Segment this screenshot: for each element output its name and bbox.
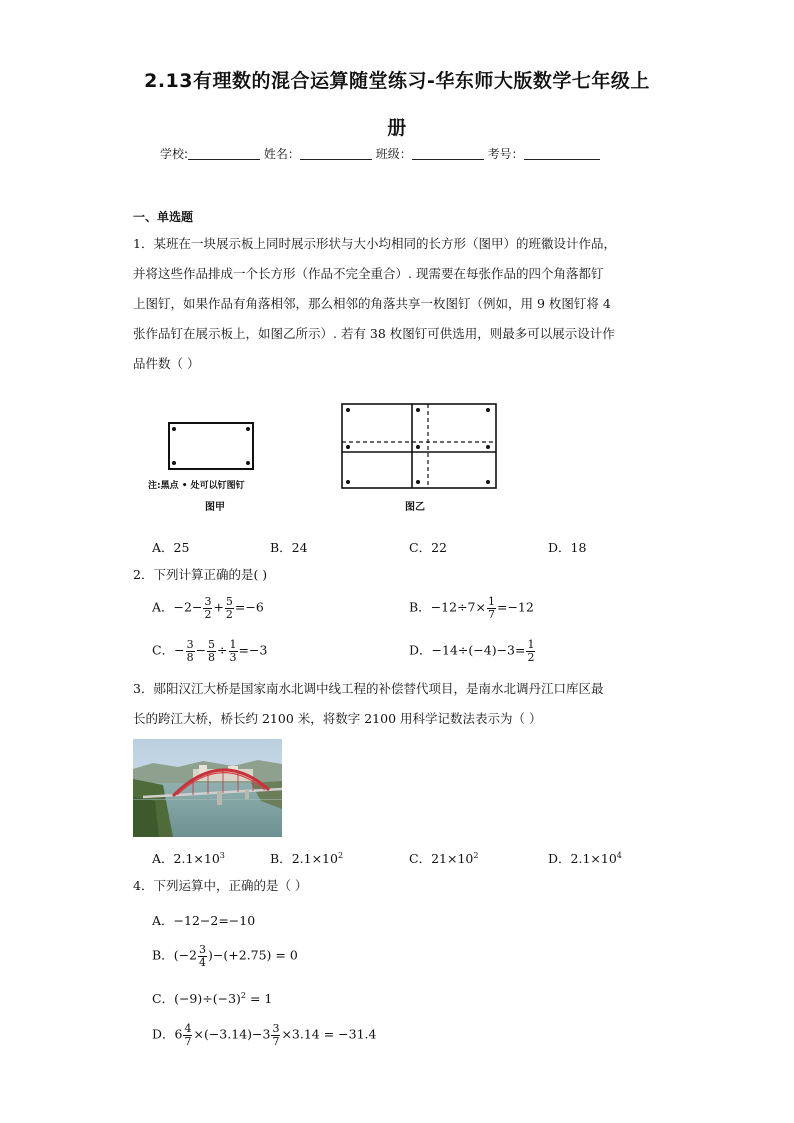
q1-line-4: 张作品钉在展示板上，如图乙所示）. 若有 38 枚图钉可供选用，则最多可以展示设计作	[133, 326, 615, 341]
fraction: $\frac{1}{3}$	[229, 638, 237, 664]
expr-part: )−(+2.75) = 0	[208, 947, 298, 963]
expr-part: =−12	[496, 599, 534, 615]
number-blank[interactable]	[524, 147, 600, 160]
expr-part: −14÷(−4)−3=	[431, 642, 526, 658]
number-label: 考号：	[487, 147, 524, 161]
expr-part: 2.1×10	[570, 851, 617, 866]
option-label: A．	[152, 599, 174, 615]
expr-part: ×(−3.14)−3	[193, 1026, 271, 1042]
q3-line-1: 3．郧阳汉江大桥是国家南水北调中线工程的补偿替代项目，是南水北调丹江口库区最	[133, 681, 604, 696]
expr-part: 2.1×10	[291, 851, 338, 866]
fraction: $\frac{3}{7}$	[272, 1022, 280, 1048]
fraction: $\frac{5}{8}$	[208, 638, 216, 664]
q1-option-d[interactable]: D．18	[548, 540, 587, 555]
school-blank[interactable]	[188, 147, 260, 160]
expr-part: −2−	[173, 599, 203, 615]
expr-part: −	[174, 642, 185, 658]
student-info	[160, 145, 600, 162]
q1-line-3: 上图钉，如果作品有角落相邻，那么相邻的角落共享一枚图钉（例如，用 9 枚图钉将 4	[133, 296, 611, 311]
expr-part: −12−2=−10	[173, 913, 256, 928]
q2-option-c[interactable]	[152, 639, 267, 663]
expr-part: (−9)÷(−3)	[174, 991, 241, 1006]
fraction: $\frac{4}{7}$	[184, 1022, 192, 1048]
q3-line-2: 长的跨江大桥，桥长约 2100 米，将数字 2100 用科学记数法表示为（ ）	[133, 711, 542, 726]
exponent: 2	[473, 851, 479, 860]
option-label: A．	[152, 913, 174, 928]
q4-option-c[interactable]	[152, 989, 272, 1007]
exponent: 4	[616, 851, 622, 860]
option-label: D．	[548, 851, 571, 866]
expr-part: 21×10	[431, 851, 474, 866]
page-title-continued: 册	[387, 117, 407, 139]
q3-option-b[interactable]	[270, 849, 343, 867]
fraction: $\frac{3}{8}$	[186, 638, 194, 664]
expr-part: −12÷7×	[430, 599, 486, 615]
fraction: $\frac{1}{2}$	[527, 638, 535, 664]
exponent: 2	[240, 991, 247, 1000]
expr-part: −	[195, 642, 207, 658]
expr-part: =−3	[238, 642, 268, 658]
fraction: $\frac{3}{4}$	[199, 943, 206, 969]
class-label: 班级：	[375, 147, 412, 161]
bridge-photo	[133, 739, 282, 837]
q3-option-d[interactable]	[548, 849, 622, 867]
figure-b	[336, 398, 506, 501]
q1-line-2: 并将这些作品排成一个长方形（作品不完全重合）. 现需要在每张作品的四个角落都钉	[133, 266, 604, 281]
fraction: $\frac{5}{2}$	[225, 595, 233, 621]
expr-part: +	[213, 599, 224, 615]
figure-a-note: 注:黑点 • 处可以钉图钉	[148, 481, 245, 491]
q1-line-1: 1．某班在一块展示板上同时展示形状与大小均相同的长方形（图甲）的班徽设计作品，	[133, 236, 616, 251]
class-blank[interactable]	[412, 147, 484, 160]
figure-a-label: 图甲	[205, 502, 225, 513]
name-label: 姓名：	[263, 147, 300, 161]
option-label: D．	[409, 642, 432, 658]
q2-stem: 2．下列计算正确的是( )	[133, 567, 268, 582]
option-label: B．	[409, 599, 431, 615]
school-label: 学校:	[160, 147, 189, 161]
expr-part: 2.1×10	[173, 851, 220, 866]
option-label: D．	[152, 1026, 175, 1042]
option-label: B．	[270, 851, 292, 866]
q1-option-c[interactable]: C．22	[409, 540, 447, 555]
q1-option-a[interactable]: A．25	[152, 540, 190, 555]
q1-line-5: 品件数（ ）	[133, 356, 200, 371]
expr-part: 6	[174, 1026, 183, 1042]
fraction: $\frac{3}{2}$	[204, 595, 212, 621]
fraction: $\frac{1}{7}$	[487, 595, 495, 621]
expr-part: ×3.14 = −31.4	[281, 1026, 377, 1042]
option-label: A．	[152, 851, 174, 866]
q2-option-b[interactable]	[409, 596, 534, 620]
expr-part: =−6	[234, 599, 264, 615]
option-label: C．	[409, 851, 432, 866]
q4-stem: 4．下列运算中，正确的是（ ）	[133, 878, 308, 893]
q4-option-b[interactable]	[152, 944, 298, 968]
page-title: 2.13有理数的混合运算随堂练习-华东师大版数学七年级上	[144, 70, 650, 92]
exponent: 3	[219, 851, 225, 860]
name-blank[interactable]	[300, 147, 372, 160]
section-heading: 一、单选题	[133, 210, 194, 224]
q4-option-d[interactable]	[152, 1023, 377, 1047]
q2-option-d[interactable]	[409, 639, 536, 663]
q4-option-a[interactable]	[152, 911, 255, 929]
option-label: C．	[152, 991, 175, 1006]
q2-option-a[interactable]	[152, 596, 264, 620]
expr-part: = 1	[246, 991, 273, 1006]
q3-option-a[interactable]	[152, 849, 225, 867]
q1-option-b[interactable]: B．24	[270, 540, 308, 555]
expr-part: ÷	[217, 642, 228, 658]
exponent: 2	[337, 851, 344, 860]
q3-option-c[interactable]	[409, 849, 478, 867]
option-label: B．	[152, 947, 174, 963]
option-label: C．	[152, 642, 175, 658]
expr-part: (−2	[173, 947, 197, 963]
figure-b-label: 图乙	[405, 502, 425, 513]
